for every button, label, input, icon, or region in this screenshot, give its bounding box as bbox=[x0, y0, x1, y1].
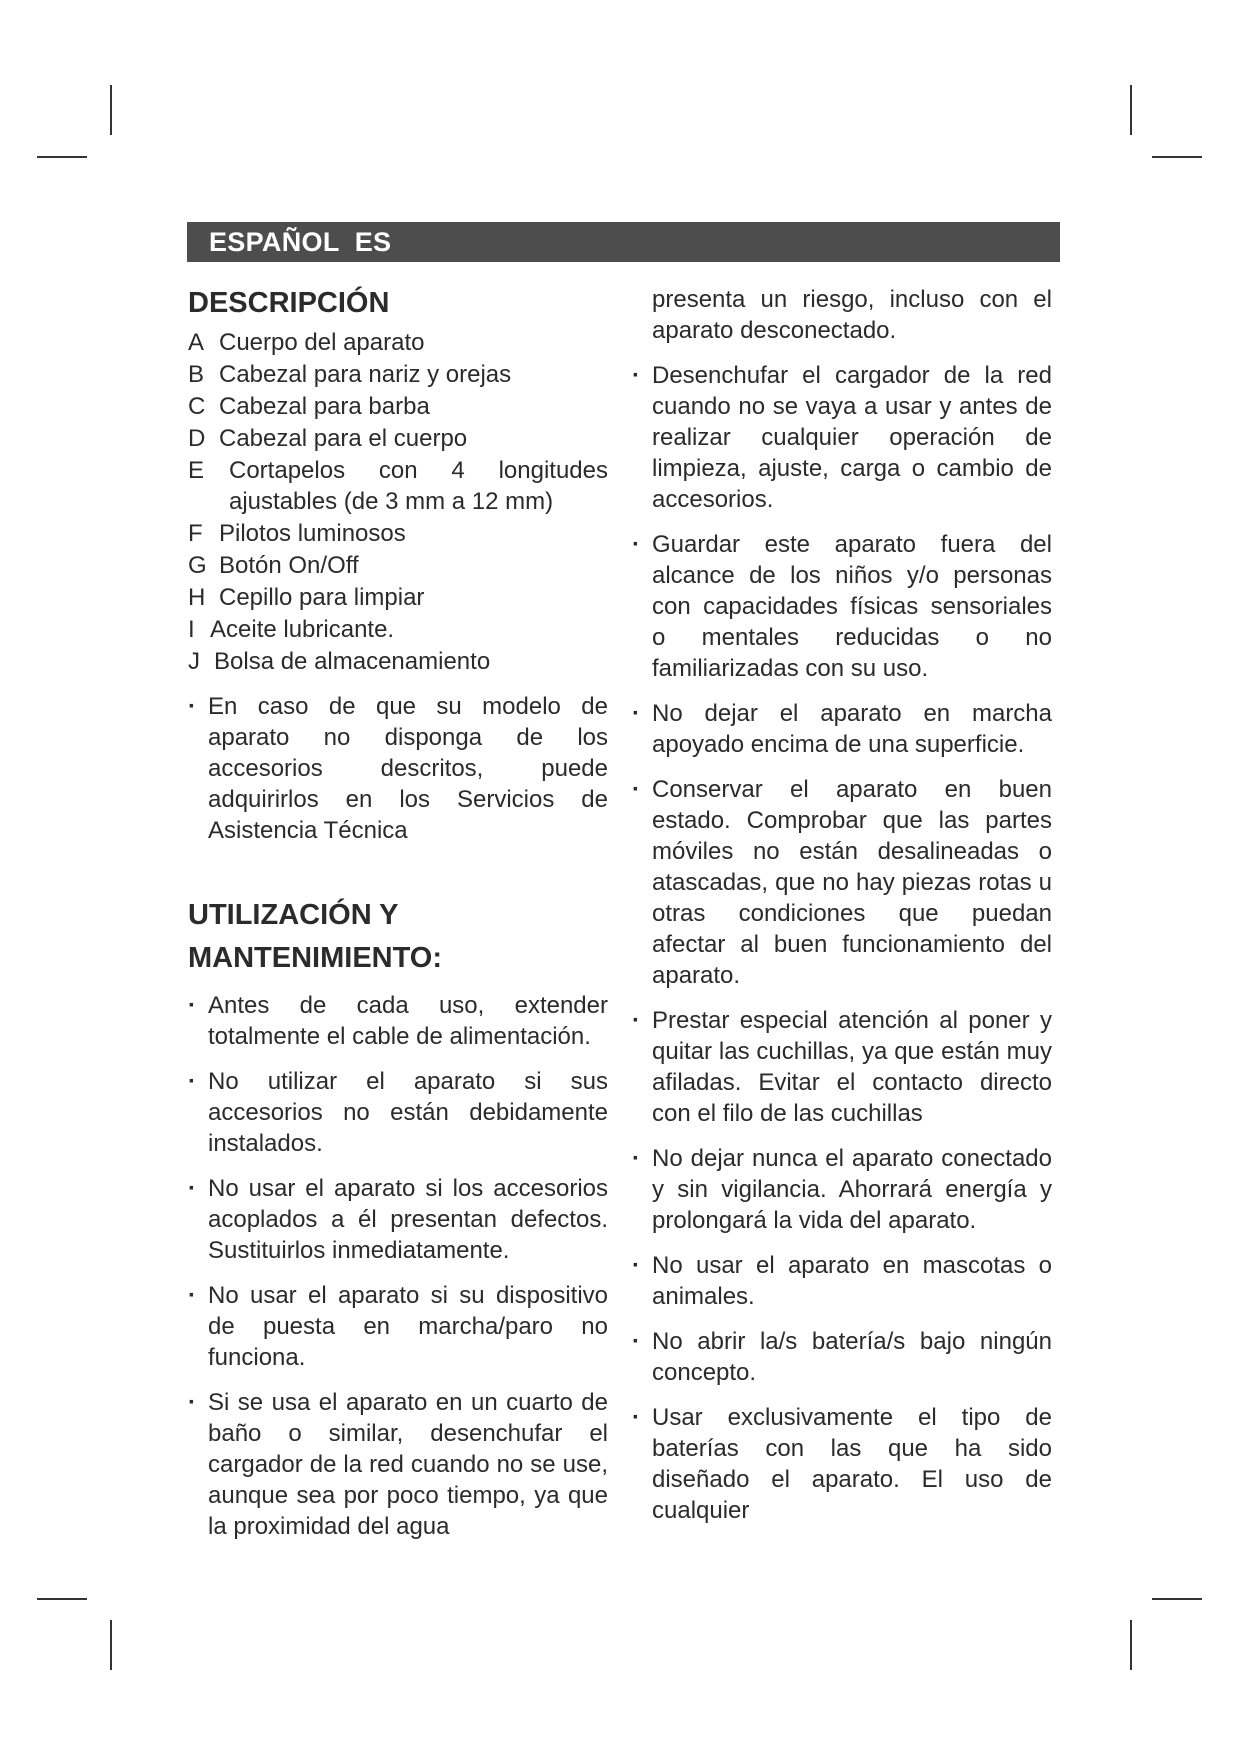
list-item: · Guardar este aparato fuera del alcance de los niños y/o personas con capacidades físicas sensoriales o mentales reducidas o no familiarizadas con su uso. bbox=[632, 529, 1052, 684]
crop-mark-bottom-left-horizontal bbox=[37, 1598, 87, 1600]
list-item: · No utilizar el aparato si sus accesorios no están debidamente instalados. bbox=[188, 1066, 608, 1159]
list-item: A Cuerpo del aparato bbox=[188, 329, 425, 356]
list-item: · Prestar especial atención al poner y quitar las cuchillas, ya que están muy afiladas. Evitar el contacto directo con el filo de las cuchillas bbox=[632, 1005, 1052, 1129]
parts-list bbox=[188, 327, 608, 677]
list-item: · Desenchufar el cargador de la red cuando no se vaya a usar y antes de realizar cualquier operación de limpieza, ajuste, carga o cambio de accesorios. bbox=[632, 360, 1052, 515]
crop-mark-top-right-vertical bbox=[1130, 85, 1132, 135]
list-item: I Aceite lubricante. bbox=[188, 616, 395, 643]
list-item: J Bolsa de almacenamiento bbox=[188, 648, 491, 675]
list-item: · No abrir la/s batería/s bajo ningún concepto. bbox=[632, 1326, 1052, 1388]
list-item: · No usar el aparato si su dispositivo de puesta en marcha/paro no funciona. bbox=[188, 1280, 608, 1373]
list-item: C Cabezal para barba bbox=[188, 393, 430, 420]
list-item: H Cepillo para limpiar bbox=[188, 584, 425, 611]
left-column bbox=[188, 282, 608, 1542]
list-item: · No dejar nunca el aparato conectado y sin vigilancia. Ahorrará energía y prolongará la vida del aparato. bbox=[632, 1143, 1052, 1236]
right-column bbox=[632, 284, 1052, 1526]
list-item: E Cortapelos con 4 longitudes ajustables (de 3 mm a 12 mm) bbox=[188, 457, 608, 515]
list-item: · Antes de cada uso, extender totalmente el cable de alimentación. bbox=[188, 990, 608, 1052]
list-item: · Conservar el aparato en buen estado. Comprobar que las partes móviles no están desalineadas o atascadas, que no hay piezas rotas u otras condiciones que puedan afectar al buen funcionamiento del aparato. bbox=[632, 774, 1052, 991]
language-label: ESPAÑOL ES bbox=[209, 227, 392, 257]
list-item: G Botón On/Off bbox=[188, 552, 359, 579]
accessories-note: · En caso de que su modelo de aparato no disponga de los accesorios descritos, puede adquirirlos en los Servicios de Asistencia Técnica bbox=[188, 691, 608, 846]
crop-mark-top-right-horizontal bbox=[1152, 156, 1202, 158]
crop-mark-top-left-horizontal bbox=[37, 156, 87, 158]
crop-mark-bottom-right-vertical bbox=[1130, 1620, 1132, 1670]
crop-mark-bottom-left-vertical bbox=[110, 1620, 112, 1670]
continuation-text: presenta un riesgo, incluso con el aparato desconectado. bbox=[652, 286, 1052, 344]
list-item: · No dejar el aparato en marcha apoyado encima de una superficie. bbox=[632, 698, 1052, 760]
crop-mark-bottom-right-horizontal bbox=[1152, 1598, 1202, 1600]
list-item: · No usar el aparato si los accesorios acoplados a él presentan defectos. Sustituirlos inmediatamente. bbox=[188, 1173, 608, 1266]
list-item: D Cabezal para el cuerpo bbox=[188, 425, 468, 452]
list-item: · No usar el aparato en mascotas o animales. bbox=[632, 1250, 1052, 1312]
list-item: F Pilotos luminosos bbox=[188, 520, 406, 547]
usage-heading: UTILIZACIÓN Y MANTENIMIENTO: bbox=[188, 899, 443, 974]
list-item: · Si se usa el aparato en un cuarto de baño o similar, desenchufar el cargador de la red cuando no se use, aunque sea por poco tiempo, ya que la proximidad del agua bbox=[188, 1387, 608, 1542]
language-header-bar bbox=[187, 222, 1060, 262]
crop-mark-top-left-vertical bbox=[110, 85, 112, 135]
list-item: · Usar exclusivamente el tipo de baterías con las que ha sido diseñado el aparato. El uso de cualquier bbox=[632, 1402, 1052, 1526]
list-item: B Cabezal para nariz y orejas bbox=[188, 361, 512, 388]
description-heading: DESCRIPCIÓN bbox=[188, 287, 390, 319]
